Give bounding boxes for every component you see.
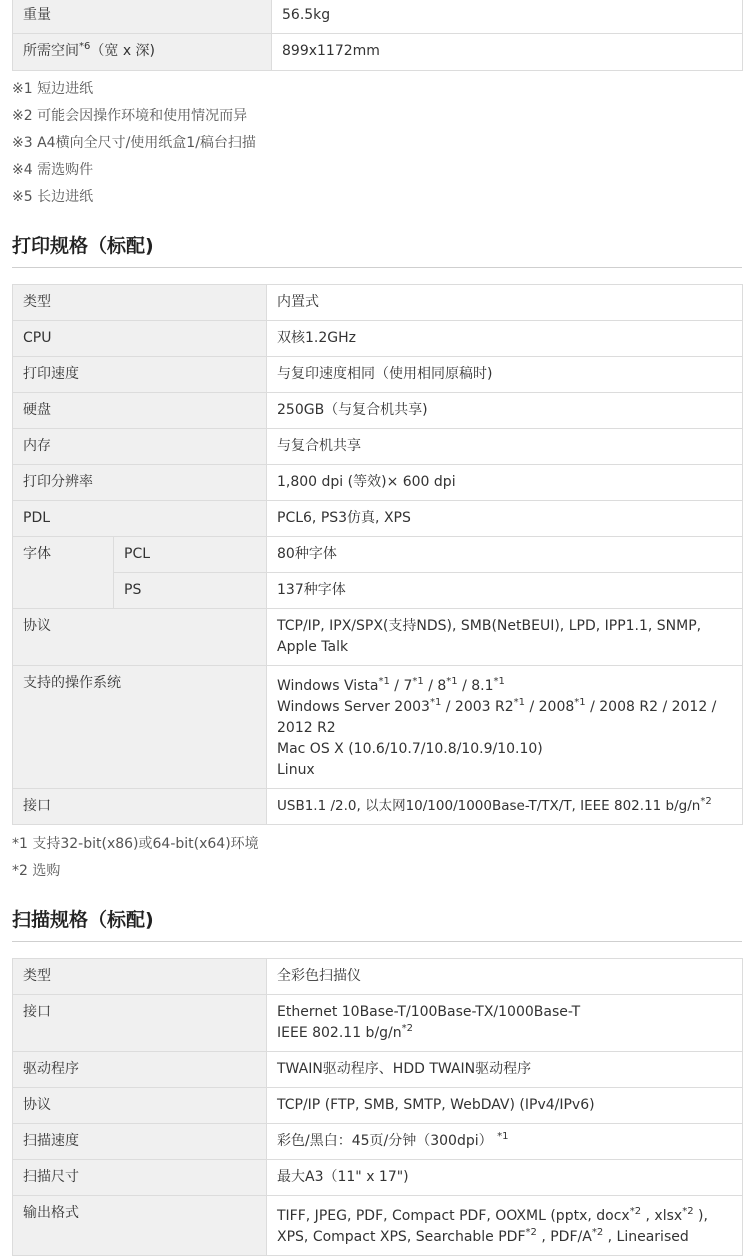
print-type-value: 内置式 <box>267 285 743 321</box>
print-interface-label: 接口 <box>13 789 267 825</box>
print-pdl-label: PDL <box>13 501 267 537</box>
table-row <box>13 321 743 357</box>
table-row <box>13 0 743 34</box>
print-spec-table <box>12 284 743 825</box>
scan-output-value: TIFF, JPEG, PDF, Compact PDF, OOXML (pptx, docx$^{*2}$ , xlsx$^{*2}$ ), XPS, Compact XPS, Searchable PDF$^{*2}$ , PDF/$A^{*2}$ , Linearised <box>267 1196 743 1256</box>
scan-type-value: 全彩色扫描仪 <box>267 959 743 995</box>
table-row <box>13 1124 743 1160</box>
table-row <box>13 573 743 609</box>
scan-interface-value: Ethernet 10Base-T/100Base-TX/1000Base-T IEEE 802.11 $b/g/n^{*2}$ <box>267 995 743 1052</box>
footnotes-print <box>12 831 750 885</box>
print-cpu-label: CPU <box>13 321 267 357</box>
table-row <box>13 465 743 501</box>
scan-size-value: 最大A3（11" x 17") <box>267 1160 743 1196</box>
table-row <box>13 1052 743 1088</box>
scan-protocol-label: 协议 <box>13 1088 267 1124</box>
scan-output-label: 输出格式 <box>13 1196 267 1256</box>
table-row <box>13 789 743 825</box>
scan-protocol-value: TCP/IP (FTP, SMB, SMTP, WebDAV) (IPv4/IPv6) <box>267 1088 743 1124</box>
print-type-label: 类型 <box>13 285 267 321</box>
row-value-space: 899x1172mm <box>272 34 743 71</box>
table-row <box>13 1160 743 1196</box>
print-fonts-ps-label: PS <box>114 573 267 609</box>
table-row <box>13 995 743 1052</box>
table-row <box>13 609 743 666</box>
scan-type-label: 类型 <box>13 959 267 995</box>
table-row <box>13 959 743 995</box>
print-pdl-value: PCL6, PS3仿真, XPS <box>267 501 743 537</box>
print-resolution-value: 1,800 dpi (等效)× 600 dpi <box>267 465 743 501</box>
scan-spec-table <box>12 958 743 1256</box>
print-fonts-label: 字体 <box>13 537 114 609</box>
table-row <box>13 537 743 573</box>
row-value-weight: 56.5kg <box>272 0 743 34</box>
print-fonts-ps-value: 137种字体 <box>267 573 743 609</box>
footnote: ※2 可能会因操作环境和使用情况而异 <box>12 108 248 124</box>
footnote: ※3 A4横向全尺寸/使用纸盒1/稿台扫描 <box>12 135 256 151</box>
print-speed-value: 与复印速度相同（使用相同原稿时) <box>267 357 743 393</box>
table-row <box>13 393 743 429</box>
row-label-weight: 重量 <box>13 0 272 34</box>
footnote: *2 选购 <box>12 863 61 879</box>
row-label-space: 所需空间$^{*6}$（宽 x 深) <box>13 34 272 71</box>
footnote: ※4 需选购件 <box>12 162 94 178</box>
scan-interface-label: 接口 <box>13 995 267 1052</box>
table-row <box>13 429 743 465</box>
print-protocol-value: TCP/IP, IPX/SPX(支持NDS), SMB(NetBEUI), LPD, IPP1.1, SNMP, Apple Talk <box>267 609 743 666</box>
print-hdd-value: 250GB（与复合机共享) <box>267 393 743 429</box>
table-row <box>13 34 743 71</box>
print-fonts-pcl-label: PCL <box>114 537 267 573</box>
print-os-label: 支持的操作系统 <box>13 666 267 789</box>
general-spec-table <box>12 0 743 71</box>
print-speed-label: 打印速度 <box>13 357 267 393</box>
scan-size-label: 扫描尺寸 <box>13 1160 267 1196</box>
print-memory-value: 与复合机共享 <box>267 429 743 465</box>
scan-driver-value: TWAIN驱动程序、HDD TWAIN驱动程序 <box>267 1052 743 1088</box>
table-row <box>13 357 743 393</box>
print-protocol-label: 协议 <box>13 609 267 666</box>
scan-speed-value: 彩色/黑白：45页/分钟（300dpi） $^{*1}$ <box>267 1124 743 1160</box>
footnotes-general <box>12 76 750 211</box>
table-row <box>13 1088 743 1124</box>
print-memory-label: 内存 <box>13 429 267 465</box>
print-interface-value: USB1.1 /2.0, 以太网10/100/1000Base-T/TX/T, IEEE 802.11 $b/g/n^{*2}$ <box>267 789 743 825</box>
print-hdd-label: 硬盘 <box>13 393 267 429</box>
table-row <box>13 1196 743 1256</box>
footnote: ※1 短边进纸 <box>12 81 94 97</box>
table-row <box>13 501 743 537</box>
table-row <box>13 285 743 321</box>
print-fonts-pcl-value: 80种字体 <box>267 537 743 573</box>
scan-speed-label: 扫描速度 <box>13 1124 267 1160</box>
print-cpu-value: 双核1.2GHz <box>267 321 743 357</box>
print-spec-title: 打印规格（标配) <box>12 211 742 268</box>
scan-driver-label: 驱动程序 <box>13 1052 267 1088</box>
scan-spec-title: 扫描规格（标配) <box>12 885 742 942</box>
footnote: *1 支持32-bit(x86)或64-bit(x64)环境 <box>12 836 259 852</box>
table-row <box>13 666 743 789</box>
print-resolution-label: 打印分辨率 <box>13 465 267 501</box>
print-os-value: Windows Vista$^{*1}$ / 7$^{*1}$ / 8$^{*1}$ / 8.1$^{*1}$ Windows Server 2003$^{*1}$ / 2003 R2$^{*1}$ / 2008$^{*1}$ / 2008 R2 / 2012 / 2012 R2 Mac OS X (10.6/10.7/10.8/10.9/10.10) Linux <box>267 666 743 789</box>
footnote: ※5 长边进纸 <box>12 189 94 205</box>
